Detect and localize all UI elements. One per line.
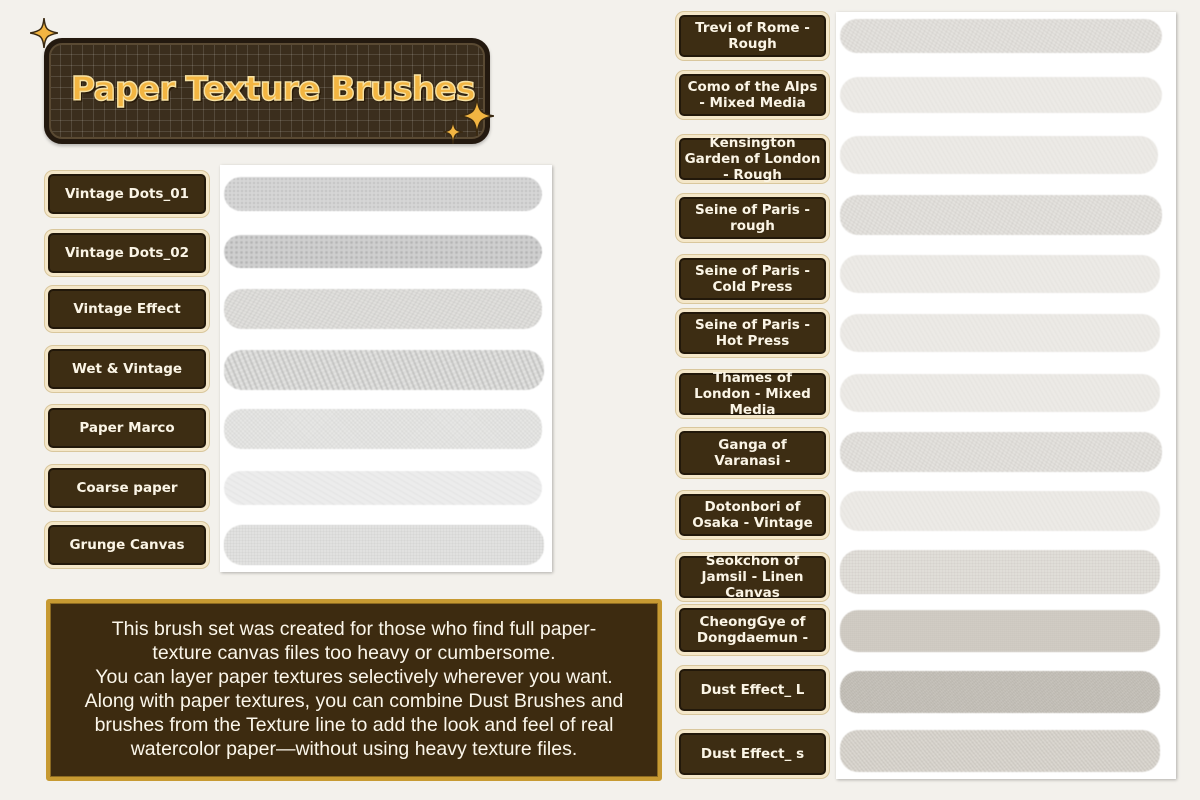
brush-label: Ganga of Varanasi - [679,431,826,475]
brush-swatch [224,235,542,268]
brush-label: Kensington Garden of London - Rough [679,138,826,180]
description-line: watercolor paper—without using heavy texture files. [130,738,578,760]
brush-label: Trevi of Rome - Rough [679,15,826,57]
brush-swatch [840,19,1162,53]
brush-swatch [840,136,1158,174]
description-text [58,617,650,761]
brush-label: Dust Effect_ s [679,733,826,775]
brush-swatch [224,525,544,565]
brush-label: Dust Effect_ L [679,669,826,711]
brush-label: Wet & Vintage [48,349,206,389]
brush-swatch [840,314,1160,352]
brush-swatch [840,432,1162,472]
brush-label: Vintage Dots_01 [48,174,206,214]
description-line: This brush set was created for those who find full paper- [111,618,597,640]
sparkle-icon [460,96,494,136]
brush-swatch [840,491,1160,531]
brush-swatch [224,289,542,329]
brush-label: Seine of Paris - Hot Press [679,312,826,354]
brush-label: Seine of Paris - rough [679,197,826,239]
description-line: brushes from the Texture line to add the look and feel of real [94,714,614,736]
brush-swatch [840,255,1160,293]
brush-swatch [840,610,1160,652]
sparkle-icon [443,120,463,144]
brush-swatch [224,177,542,211]
brush-swatch [840,374,1160,412]
brush-swatch [840,550,1160,594]
description-line: Along with paper textures, you can combine Dust Brushes and [84,690,624,712]
left-swatch-card [220,165,552,572]
brush-label: Dotonbori of Osaka - Vintage [679,494,826,536]
brush-swatch [224,350,544,390]
page-title: Paper Texture Brushes [71,69,475,108]
brush-swatch [840,730,1160,772]
brush-swatch [224,471,542,505]
brush-label: Seine of Paris - Cold Press [679,258,826,300]
description-line: You can layer paper textures selectively wherever you want. [95,666,613,688]
title-plate [44,38,490,144]
brush-label: Coarse paper [48,468,206,508]
description-box [46,599,662,781]
brush-swatch [840,671,1160,713]
brush-label: Como of the Alps - Mixed Media [679,74,826,116]
right-swatch-card [836,12,1176,779]
sparkle-icon [30,18,58,46]
description-line: texture canvas files too heavy or cumbersome. [152,642,556,664]
brush-label: Thames of London - Mixed Media [679,373,826,415]
brush-label: Paper Marco [48,408,206,448]
brush-label: Seokchon of Jamsil - Linen Canvas [679,556,826,598]
brush-label: Grunge Canvas [48,525,206,565]
brush-swatch [840,195,1162,235]
brush-label: Vintage Dots_02 [48,233,206,273]
brush-label: Vintage Effect [48,289,206,329]
brush-swatch [840,77,1162,113]
brush-label: CheongGye of Dongdaemun - [679,608,826,652]
brush-swatch [224,409,542,449]
